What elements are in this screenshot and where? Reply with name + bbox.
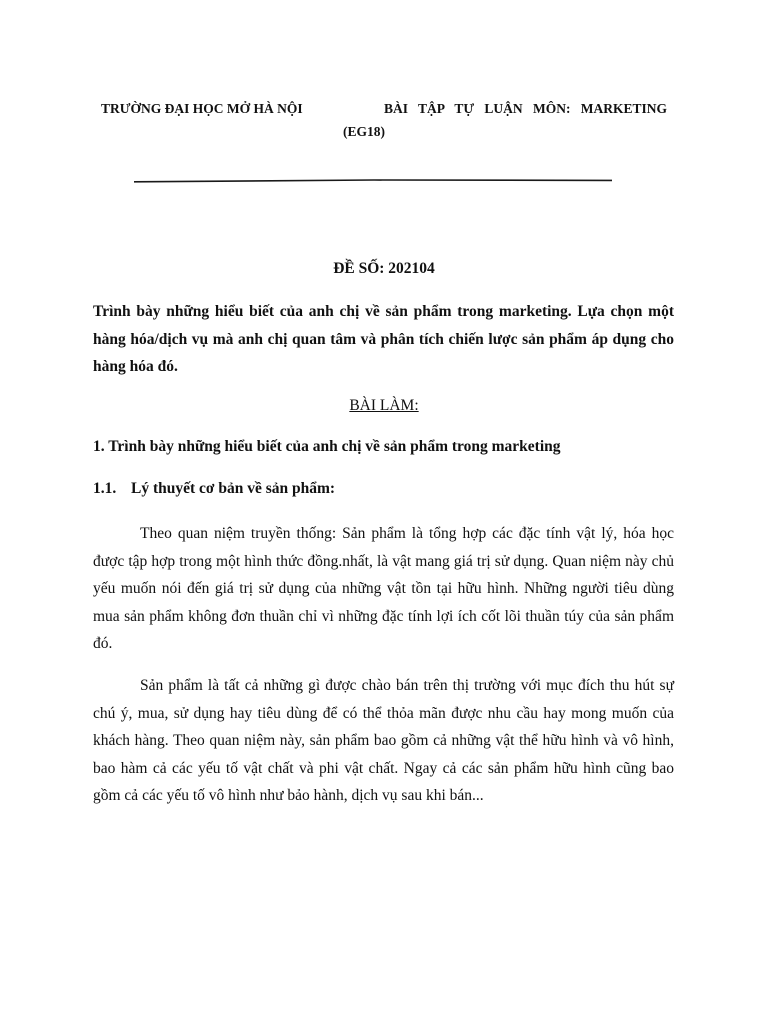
section-1-1-title: Lý thuyết cơ bản về sản phẩm: bbox=[131, 480, 336, 497]
paragraph: Sản phẩm là tất cả những gì được chào bán trên thị trường với mục đích thu hút sự chú ý, mua, sử dụng hay tiêu dùng để có thể thỏa mãn được nhu cầu hay mong muốn của khách hàng. Theo quan niệm này, sản phẩm bao gồm cả những vật thể hữu hình và vô hình, bao hàm cả các yếu tố vật chất và phi vật chất. Ngay cả các sản phẩm hữu hình cũng bao gồm cả các yếu tố vô hình như bảo hành, dịch vụ sau khi bán... bbox=[93, 677, 674, 804]
assignment-title: BÀI TẬP TỰ LUẬN MÔN: MARKETING bbox=[384, 101, 667, 116]
exam-number: ĐỀ SỐ: 202104 bbox=[333, 260, 435, 277]
section-1-1-heading bbox=[93, 480, 335, 498]
assignment-code: (EG18) bbox=[343, 124, 385, 139]
answer-label: BÀI LÀM: bbox=[349, 397, 419, 414]
school-name: TRƯỜNG ĐẠI HỌC MỞ HÀ NỘI bbox=[101, 101, 303, 116]
exam-question: Trình bày những hiểu biết của anh chị về sản phẩm trong marketing. Lựa chọn một hàng hóa/dịch vụ mà anh chị quan tâm và phân tích chiến lược sản phẩm áp dụng cho hàng hóa đó. bbox=[93, 303, 674, 375]
paragraph: Theo quan niệm truyền thống: Sản phẩm là tổng hợp các đặc tính vật lý, hóa học được tập hợp trong một hình thức đồng.nhất, là vật mang giá trị sử dụng. Quan niệm này chủ yếu muốn nói đến giá trị sử dụng của những vật tồn tại hữu hình. Những người tiêu dùng mua sản phẩm không đơn thuần chỉ vì những đặc tính lợi ích cốt lõi thuần túy của sản phẩm đó. bbox=[93, 525, 674, 652]
header-divider bbox=[134, 177, 612, 183]
section-1-1-number: 1.1. bbox=[93, 480, 117, 497]
section-1-heading: 1. Trình bày những hiểu biết của anh chị về sản phẩm trong marketing bbox=[93, 438, 561, 455]
